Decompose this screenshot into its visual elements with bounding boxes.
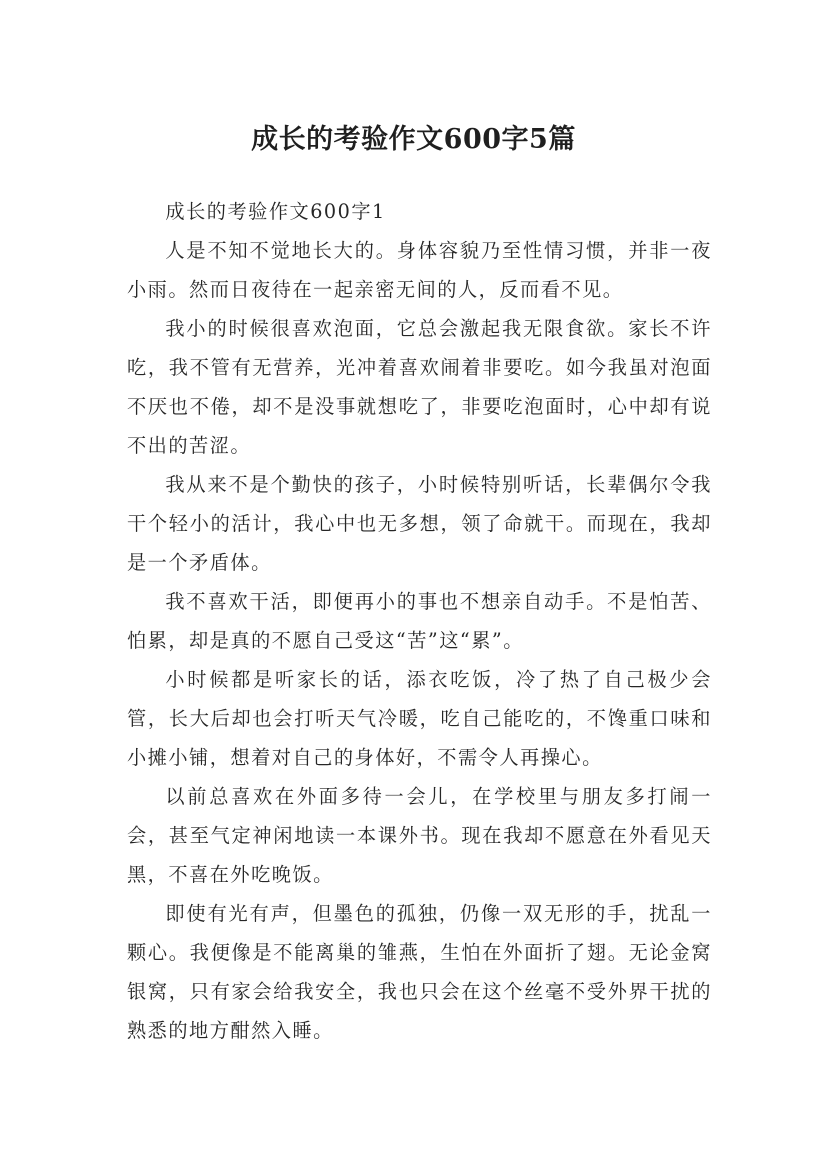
body-paragraph: 小时候都是听家长的话，添衣吃饭，冷了热了自己极少会管，长大后却也会打听天气冷暖，吃自己能吃的，不馋重口味和小摊小铺，想着对自己的身体好，不需令人再操心。 bbox=[127, 668, 712, 769]
section-heading: 成长的考验作文600字1 bbox=[165, 200, 386, 223]
body-paragraph: 我从来不是个勤快的孩子，小时候特别听话，长辈偶尔令我干个轻小的活计，我心中也无多想，领了命就干。而现在，我却是一个矛盾体。 bbox=[127, 473, 712, 574]
document-title: 成长的考验作文600字5篇 bbox=[251, 124, 576, 156]
body-paragraph: 以前总喜欢在外面多待一会儿，在学校里与朋友多打闹一会，甚至气定神闲地读一本课外书。现在我却不愿意在外看见天黑，不喜在外吃晚饭。 bbox=[127, 785, 712, 886]
document-body bbox=[127, 192, 712, 1050]
body-paragraph: 人是不知不觉地长大的。身体容貌乃至性情习惯，并非一夜小雨。然而日夜待在一起亲密无间的人，反而看不见。 bbox=[127, 239, 712, 301]
body-paragraph: 我小的时候很喜欢泡面，它总会激起我无限食欲。家长不许吃，我不管有无营养，光冲着喜欢闹着非要吃。如今我虽对泡面不厌也不倦，却不是没事就想吃了，非要吃泡面时，心中却有说不出的苦涩。 bbox=[127, 317, 712, 457]
body-paragraph: 我不喜欢干活，即便再小的事也不想亲自动手。不是怕苦、怕累，却是真的不愿自己受这“苦”这“累”。 bbox=[127, 590, 712, 652]
body-paragraph: 即使有光有声，但墨色的孤独，仍像一双无形的手，扰乱一颗心。我便像是不能离巢的雏燕，生怕在外面折了翅。无论金窝银窝，只有家会给我安全，我也只会在这个丝毫不受外界干扰的熟悉的地方酣然入睡。 bbox=[127, 902, 712, 1042]
